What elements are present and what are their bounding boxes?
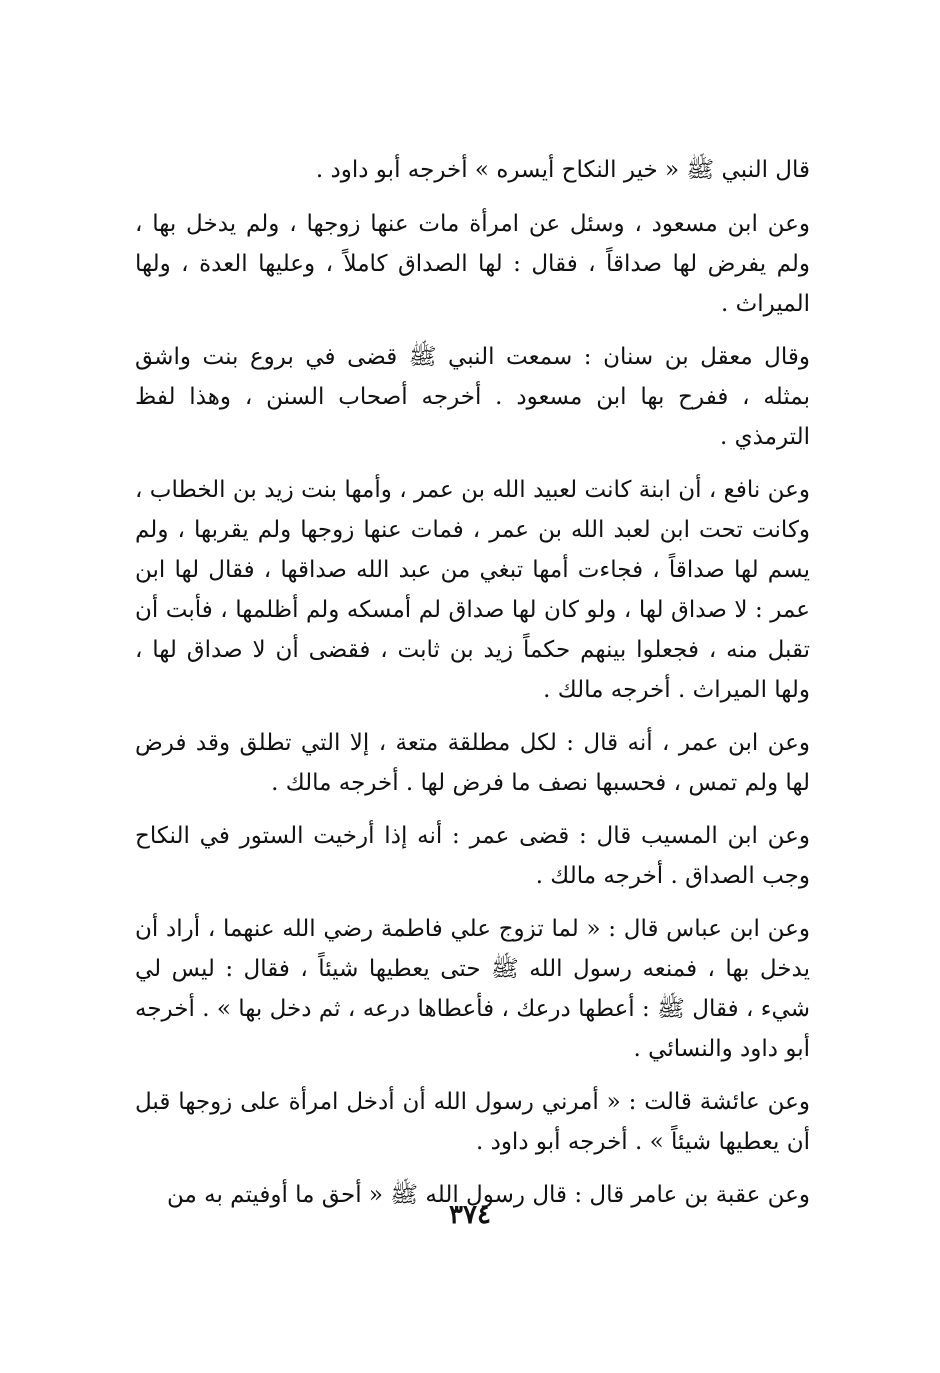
paragraph-6: وعن ابن المسيب قال : قضى عمر : أنه إذا أرخيت الستور في النكاح وجب الصداق . أخرجه مالك . <box>135 823 810 889</box>
body-text <box>135 150 810 1228</box>
paragraph-2: وعن ابن مسعود ، وسئل عن امرأة مات عنها زوجها ، ولم يدخل بها ، ولم يفرض لها صداقاً ، فقال : لها الصداق كاملاً ، وعليها العدة ، ولها الميراث . <box>135 211 810 317</box>
paragraph-4: وعن نافع ، أن ابنة كانت لعبيد الله بن عمر ، وأمها بنت زيد بن الخطاب ، وكانت تحت ابن لعبد الله بن عمر ، فمات عنها زوجها ولم يقربها ، ولم يسم لها صداقاً ، فجاءت أمها تبغي من عبد الله صداقها ، فقال لها ابن عمر : لا صداق لها ، ولو كان لها صداق لم أمسكه ولم أظلمها ، فأبت أن تقبل منه ، فجعلوا بينهم حكماً زيد بن ثابت ، فقضى أن لا صداق لها ، ولها الميراث . أخرجه مالك . <box>135 477 810 703</box>
paragraph-5: وعن ابن عمر ، أنه قال : لكل مطلقة متعة ، إلا التي تطلق وقد فرض لها ولم تمس ، فحسبها نصف ما فرض لها . أخرجه مالك . <box>135 730 810 796</box>
page-number: ٣٧٤ <box>449 1200 491 1230</box>
paragraph-9: وعن عقبة بن عامر قال : قال رسول الله ﷺ « أحق ما أوفيتم به من <box>167 1182 810 1208</box>
paragraph-7: وعن ابن عباس قال : « لما تزوج علي فاطمة رضي الله عنهما ، أراد أن يدخل بها ، فمنعه رسول الله ﷺ حتى يعطيها شيئاً ، فقال : ليس لي شيء ، فقال ﷺ : أعطها درعك ، فأعطاها درعه ، ثم دخل بها » . أخرجه أبو داود والنسائي . <box>135 916 810 1062</box>
paragraph-3: وقال معقل بن سنان : سمعت النبي ﷺ قضى في بروع بنت واشق بمثله ، ففرح بها ابن مسعود . أخرجه أصحاب السنن ، وهذا لفظ الترمذي . <box>135 344 810 450</box>
paragraph-8: وعن عائشة قالت : « أمرني رسول الله أن أدخل امرأة على زوجها قبل أن يعطيها شيئاً » . أخرجه أبو داود . <box>135 1089 810 1155</box>
paragraph-1: قال النبي ﷺ « خير النكاح أيسره » أخرجه أبو داود . <box>315 157 810 183</box>
